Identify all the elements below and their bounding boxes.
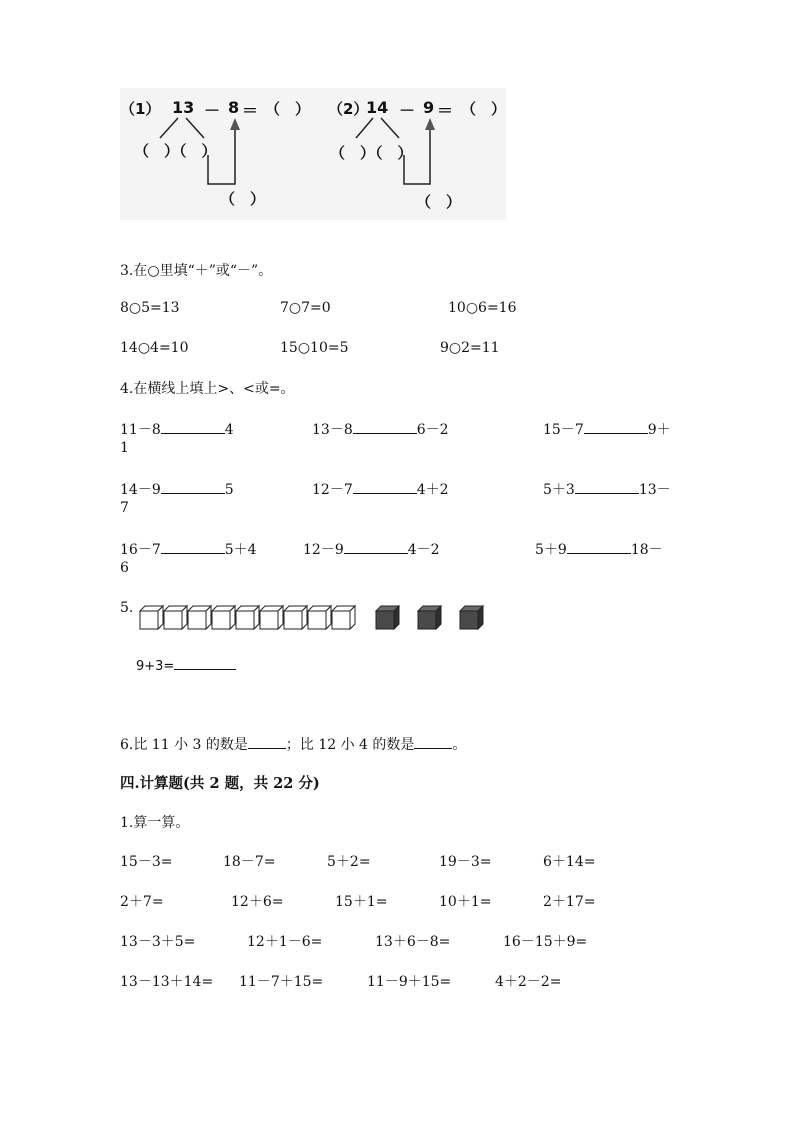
calc-item: 16－15＋9=: [503, 934, 588, 950]
p1-equals: ＝: [242, 101, 259, 120]
calc-item: 12＋1－6=: [247, 934, 323, 950]
q4-item: 14－9 5: [120, 479, 234, 499]
calc-item: 13＋6－8=: [375, 934, 451, 950]
p1-result-blank: （ ）: [220, 190, 266, 208]
decomposition-figure: [120, 88, 506, 220]
q4-wrap: 7: [120, 500, 129, 516]
p1-subtrahend: 8: [228, 98, 240, 117]
answer-blank[interactable]: [161, 479, 225, 494]
p2-result-blank: （ ）: [416, 193, 462, 211]
q3-title: 3.在○里填“＋”或“－”。: [120, 263, 273, 279]
white-cube: [164, 606, 187, 629]
q5-equation: 9+3=: [136, 657, 236, 674]
p2-minuend: 14: [366, 98, 389, 117]
q3-item: 10○6=16: [448, 300, 517, 316]
q3-item: 14○4=10: [120, 340, 189, 356]
answer-blank[interactable]: [161, 539, 225, 554]
p1-minuend: 13: [172, 98, 195, 117]
calc-item: 5＋2=: [327, 854, 371, 870]
q3-item: 15○10=5: [280, 340, 349, 356]
calc-item: 4＋2－2=: [495, 974, 562, 990]
q5-number: 5.: [120, 600, 134, 616]
answer-blank[interactable]: [567, 539, 631, 554]
q4-item: 13－8 6－2: [312, 419, 449, 439]
white-cube: [212, 606, 235, 629]
dark-cube: [460, 606, 483, 629]
p2-split-blanks: （ ）（ ）: [330, 144, 413, 162]
white-cube: [284, 606, 307, 629]
calc-item: 13－3＋5=: [120, 934, 196, 950]
calc-item: 11－7＋15=: [239, 974, 324, 990]
p1-answer-blank: （ ）: [265, 100, 311, 118]
q6-text: 6.比 11 小 3 的数是 ；比 12 小 4 的数是 。: [120, 734, 466, 754]
dark-cube: [376, 606, 399, 629]
q4-item: 12－7 4＋2: [312, 479, 449, 499]
calc-item: 15－3=: [120, 854, 173, 870]
answer-blank[interactable]: [353, 479, 417, 494]
p1-operator: －: [204, 101, 221, 120]
calc-item: 2＋7=: [120, 894, 164, 910]
q1-title: 1.算一算。: [120, 815, 190, 831]
answer-blank[interactable]: [584, 419, 648, 434]
white-cube: [236, 606, 259, 629]
answer-blank[interactable]: [344, 539, 408, 554]
answer-blank[interactable]: [174, 657, 236, 670]
white-cube: [332, 606, 355, 629]
calc-item: 12＋6=: [231, 894, 284, 910]
white-cube: [188, 606, 211, 629]
answer-blank[interactable]: [161, 419, 225, 434]
dark-cube: [418, 606, 441, 629]
white-cube: [260, 606, 283, 629]
q4-wrap: 1: [120, 440, 129, 456]
calc-item: 19－3=: [439, 854, 492, 870]
calc-item: 13－13＋14=: [120, 974, 214, 990]
q4-item: 5＋9 18－: [535, 539, 663, 559]
calc-item: 11－9＋15=: [367, 974, 452, 990]
answer-blank[interactable]: [353, 419, 417, 434]
q4-title: 4.在横线上填上>、<或=。: [120, 381, 295, 397]
white-cube: [308, 606, 331, 629]
p1-split-blanks: （ ）（ ）: [134, 142, 217, 160]
answer-blank[interactable]: [575, 479, 639, 494]
p2-equals: ＝: [437, 101, 454, 120]
q4-item: 12－9 4－2: [303, 539, 440, 559]
q4-item: 16－7 5＋4: [120, 539, 257, 559]
answer-blank[interactable]: [414, 734, 452, 749]
p2-subtrahend: 9: [423, 98, 435, 117]
calc-item: 2＋17=: [543, 894, 596, 910]
calc-item: 15＋1=: [335, 894, 388, 910]
calc-item: 18－7=: [223, 854, 276, 870]
white-cube: [140, 606, 163, 629]
p2-operator: －: [399, 101, 416, 120]
section-heading: 四.计算题(共 2 题，共 22 分): [120, 775, 320, 792]
q4-item: 5＋3 13－: [543, 479, 671, 499]
answer-blank[interactable]: [248, 734, 286, 749]
p2-answer-blank: （ ）: [461, 100, 507, 118]
p2-label: （2）: [328, 100, 369, 118]
q4-item: 11－8 4: [120, 419, 234, 439]
calc-item: 6＋14=: [543, 854, 596, 870]
q4-item: 15－7 9＋: [543, 419, 671, 439]
cube-illustration: [139, 604, 499, 634]
p1-label: （1）: [120, 100, 161, 118]
q3-item: 9○2=11: [440, 340, 500, 356]
calc-item: 10＋1=: [439, 894, 492, 910]
q3-item: 7○7=0: [280, 300, 331, 316]
q4-wrap: 6: [120, 560, 129, 576]
q3-item: 8○5=13: [120, 300, 180, 316]
